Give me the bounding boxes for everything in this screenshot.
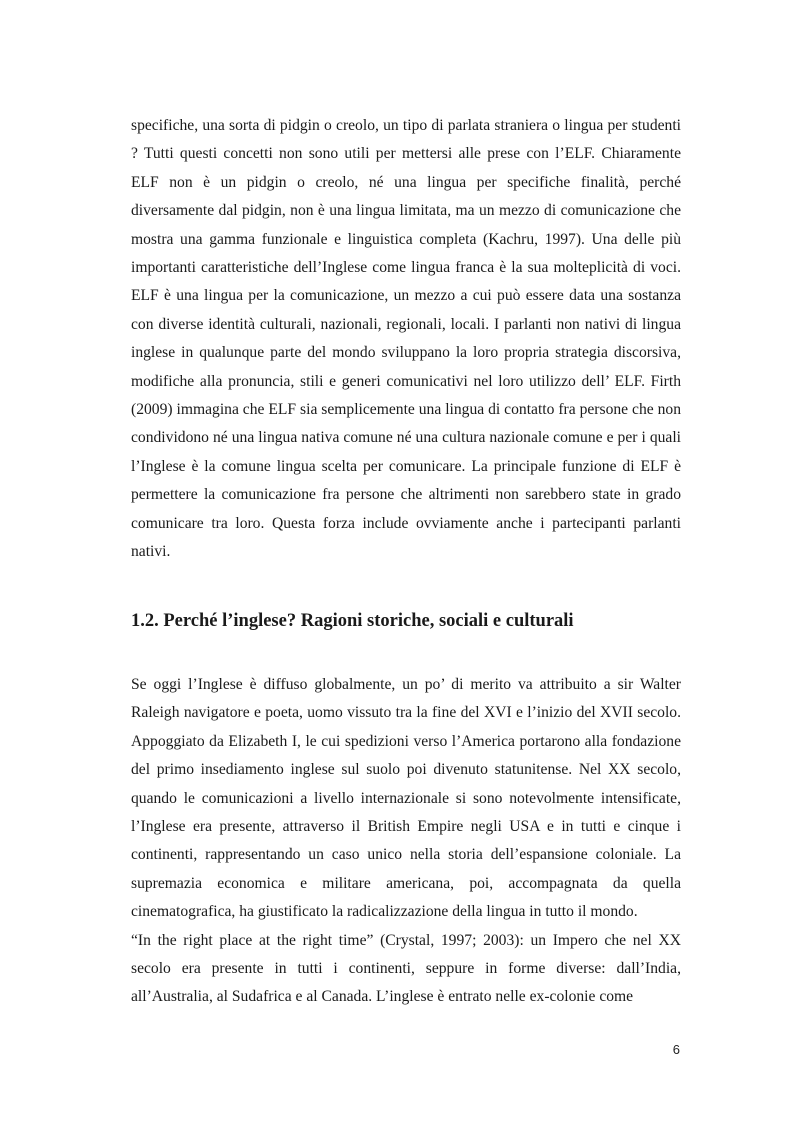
paragraph-historical-reasons: Se oggi l’Inglese è diffuso globalmente, un po’ di merito va attribuito a sir Walter Raleigh navigatore e poeta, uomo vissuto tra la fine del XVI e l’inizio del XVII secolo. Appoggiato da Elizabeth I, le cui spedizioni verso l’America portarono alla fondazione del primo insediamento inglese sul suolo poi divenuto statunitense. Nel XX secolo, quando le comunicazioni a livello internazionale si sono notevolmente intensificate, l’Inglese era presente, attraverso il British Empire negli USA e in tutti e cinque i continenti, rappresentando un caso unico nella storia dell’espansione coloniale. La supremazia economica e militare americana, poi, accompagnata da quella cinematografica, ha giustificato la radicalizzazione della lingua in tutto il mondo. bbox=[131, 676, 681, 921]
paragraph-right-place: “In the right place at the right time” (Crystal, 1997; 2003): un Impero che nel XX secolo era presente in tutti i continenti, seppure in forme diverse: dall’India, all’Australia, al Sudafrica e al Canada. L’inglese è entrato nelle ex-colonie come bbox=[131, 931, 681, 1006]
body-text-top bbox=[131, 112, 681, 567]
page-number: 6 bbox=[672, 1042, 680, 1057]
body-text-bottom bbox=[131, 671, 681, 1012]
paragraph-elf-definition: specifiche, una sorta di pidgin o creolo, un tipo di parlata straniera o lingua per studenti ? Tutti questi concetti non sono utili per mettersi alle prese con l’ELF. Chiaramente ELF non è un pidgin o creolo, né una lingua per specifiche finalità, perché diversamente dal pidgin, non è una lingua limitata, ma un mezzo di comunicazione che mostra una gamma funzionale e linguistica completa (Kachru, 1997). Una delle più importanti caratteristiche dell’Inglese come lingua franca è la sua molteplicità di voci. ELF è una lingua per la comunicazione, un mezzo a cui può essere data una sostanza con diverse identità culturali, nazionali, regionali, locali. I parlanti non nativi di lingua inglese in qualunque parte del mondo sviluppano la loro propria strategia discorsiva, modifiche alla pronuncia, stili e generi comunicativi nel loro utilizzo dell’ ELF. Firth (2009) immagina che ELF sia semplicemente una lingua di contatto fra persone che non condividono né una lingua nativa comune né una cultura nazionale comune e per i quali l’Inglese è la comune lingua scelta per comunicare. La principale funzione di ELF è permettere la comunicazione fra persone che altrimenti non sarebbero state in grado comunicare tra loro. Questa forza include ovviamente anche i partecipanti parlanti nativi. bbox=[131, 117, 681, 561]
section-heading: 1.2. Perché l’inglese? Ragioni storiche, sociali e culturali bbox=[131, 611, 574, 631]
